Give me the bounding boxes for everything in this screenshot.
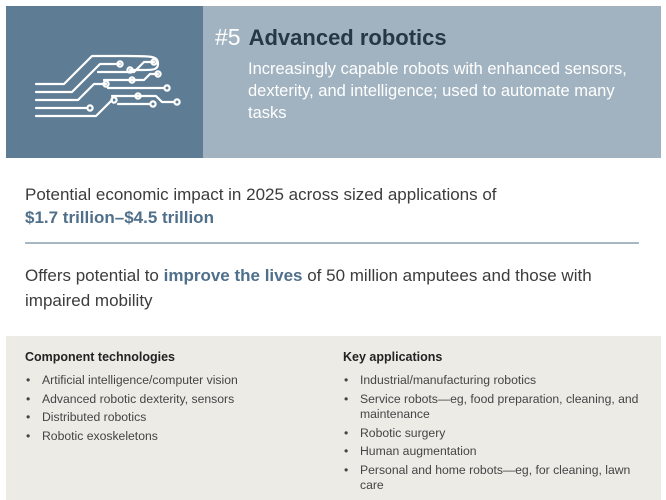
divider [25,242,639,244]
bullet-icon: • [26,391,31,406]
impact-value: $1.7 trillion–$4.5 trillion [25,208,214,227]
list-item-text: Robotic exoskeletons [42,428,158,443]
list-item-text: Service robots—eg, food preparation, cleaning, and maintenance [360,391,639,421]
list-item [25,429,325,445]
list-item-text: Artificial intelligence/computer vision [42,373,238,387]
section-number: #5 [215,24,241,50]
list-item [25,392,325,408]
key-applications-list [343,373,653,494]
list-item [343,426,653,442]
title-row [215,24,447,51]
icon-panel [6,6,203,158]
list-item-text: Advanced robotic dexterity, sensors [42,391,235,406]
list-item [343,463,653,494]
header-text-panel [203,6,661,158]
offers-statement [25,263,640,313]
bullet-icon: • [344,425,349,440]
list-item [25,373,325,389]
bullet-icon: • [26,373,31,387]
component-technologies [25,350,325,447]
list-item-text: Industrial/manufacturing robotics [360,373,537,387]
impact-label: Potential economic impact in 2025 across sized applications of [25,185,497,204]
list-item [343,373,653,389]
list-item-text: Personal and home robots—eg, for cleaning, lawn care [360,462,631,492]
header-banner [6,6,661,158]
list-item [343,444,653,460]
page-title: Advanced robotics [248,25,447,50]
list-item [25,410,325,426]
robotic-hand-circuit-icon [34,44,184,120]
list-item-text: Human augmentation [360,444,477,458]
bullet-icon: • [26,410,31,424]
offers-prefix: Offers potential to [25,266,164,285]
offers-highlight: improve the lives [163,266,303,285]
bullet-icon: • [344,462,349,477]
bullet-icon: • [344,373,349,387]
list-item [343,392,653,423]
list-item-text: Distributed robotics [42,410,147,424]
list-item-text: Robotic surgery [360,425,446,440]
page-subtitle: Increasingly capable robots with enhanced sensors, dexterity, and intelligence; used to automate many tasks [248,60,627,122]
key-applications [343,350,653,497]
offers-suffix: of 50 million amputees and those with impaired mobility [25,266,592,310]
bullet-icon: • [344,391,349,406]
component-technologies-list [25,373,325,444]
bullet-icon: • [26,428,31,443]
details-panel [6,336,661,500]
component-technologies-heading: Component technologies [25,350,175,364]
key-applications-heading: Key applications [343,350,443,364]
bullet-icon: • [344,444,349,458]
economic-impact [25,183,640,229]
